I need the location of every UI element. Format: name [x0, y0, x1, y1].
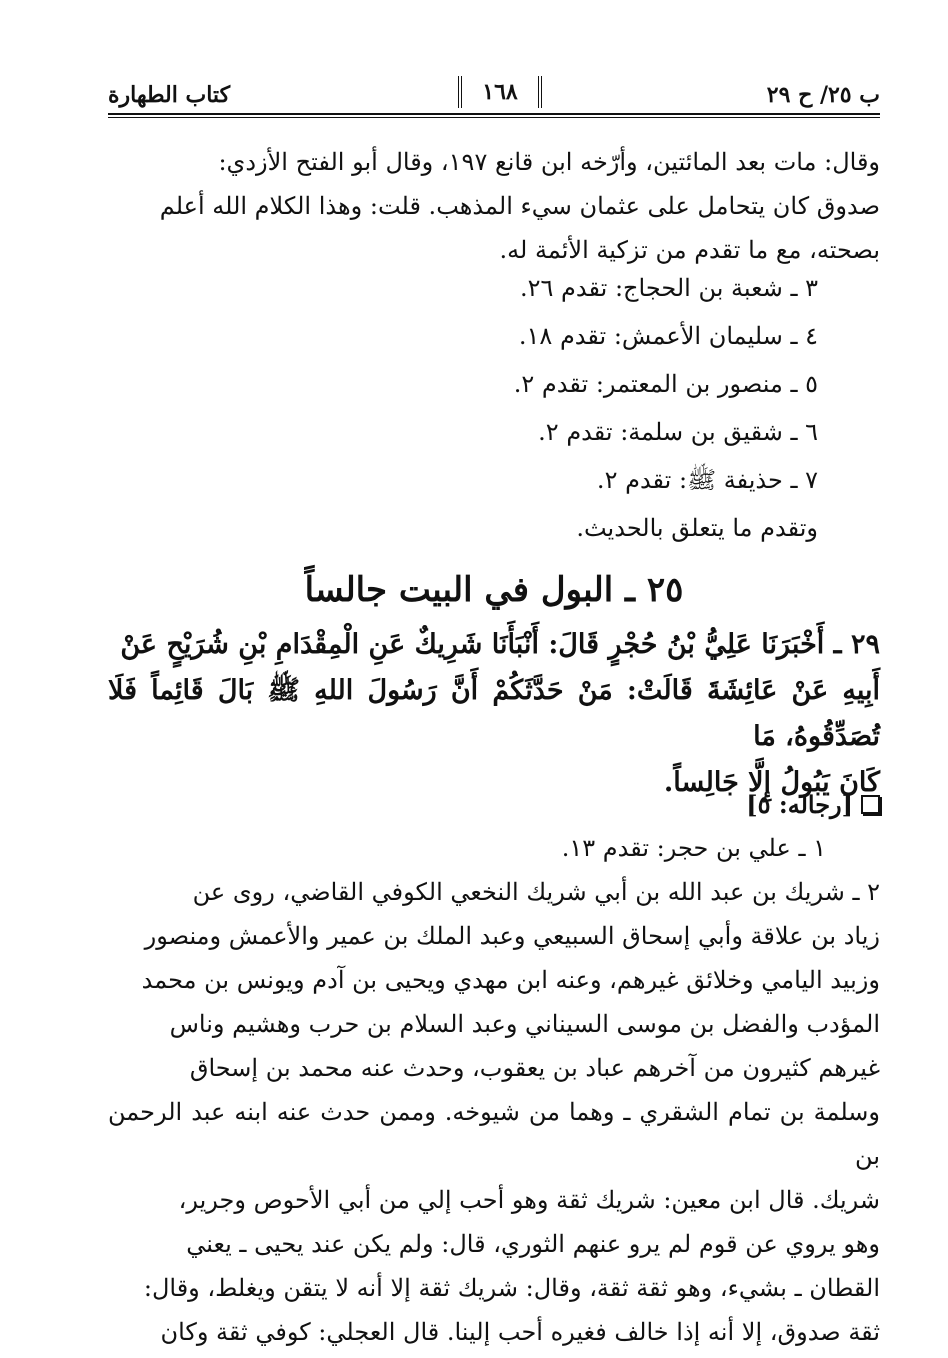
text-line: المؤدب والفضل بن موسى السيناني وعبد السلام بن حرب وهشيم وناس — [169, 1010, 880, 1038]
rijal-paragraph — [108, 826, 880, 1354]
text-line: ١ ـ علي بن حجر: تقدم ١٣. — [561, 834, 826, 862]
list-item: ٦ ـ شقيق بن سلمة: تقدم ٢. — [538, 418, 818, 446]
chapter-reference: ب ٢٥/ ح ٢٩ — [766, 82, 880, 108]
page-header — [108, 72, 880, 116]
text-line: وزبيد اليامي وخلائق غيرهم، وعنه ابن مهدي ويحيى بن آدم ويونس بن محمد — [141, 966, 880, 994]
text-line: وسلمة بن تمام الشقري ـ وهما من شيوخه. وممن حدث عنه ابنه عبد الرحمن بن — [108, 1098, 880, 1170]
header-rule-thin — [108, 117, 880, 118]
list-item: ٧ ـ حذيفة ﷺ: تقدم ٢. — [596, 466, 818, 494]
header-rule — [108, 113, 880, 115]
text-line: ثقة صدوق، إلا أنه إذا خالف فغيره أحب إلينا. قال العجلي: كوفي ثقة وكان — [160, 1318, 880, 1346]
hadith-line: كَانَ يَبُولُ إِلَّا جَالِساً. — [663, 767, 880, 798]
text-line: وقال: مات بعد المائتين، وأرّخه ابن قانع ١٩٧، وقال أبو الفتح الأزدي: — [218, 148, 880, 176]
square-bullet-icon — [861, 795, 880, 814]
text-line: شريك. قال ابن معين: شريك ثقة وهو أحب إلي من أبي الأحوص وجرير، — [178, 1186, 880, 1214]
hadith-line: ٢٩ ـ أَخْبَرَنَا عَلِيُّ بْنُ حُجْرٍ قَالَ: أَنْبَأَنَا شَرِيكٌ عَنِ الْمِقْدَامِ بْنِ شُرَيْحٍ عَنْ — [120, 629, 880, 660]
text-line: غيرهم كثيرون من آخرهم عباد بن يعقوب، وحدث عنه محمد بن إسحاق — [189, 1054, 880, 1082]
text-line: وهو يروي عن قوم لم يرو عنهم الثوري، قال: ولم يكن عند يحيى ـ يعني — [186, 1230, 880, 1258]
narrators-list — [514, 264, 818, 552]
intro-paragraph — [108, 140, 880, 272]
list-item: وتقدم ما يتعلق بالحديث. — [576, 514, 818, 542]
list-item: ٣ ـ شعبة بن الحجاج: تقدم ٢٦. — [520, 274, 818, 302]
list-item: ٥ ـ منصور بن المعتمر: تقدم ٢. — [513, 370, 818, 398]
chapter-title: ٢٥ ـ البول في البيت جالساً — [304, 570, 684, 610]
hadith-line: أَبِيهِ عَنْ عَائِشَةَ قَالَتْ: مَنْ حَدَّثَكُمْ أَنَّ رَسُولَ اللهِ ﷺ بَالَ قَائِماً فَلَا تُصَدِّقُوهُ، مَا — [108, 675, 880, 752]
list-item: ٤ ـ سليمان الأعمش: تقدم ١٨. — [518, 322, 818, 350]
text-line: القطان ـ بشيء، وهو ثقة ثقة، وقال: شريك ثقة إلا أنه لا يتقن ويغلط، وقال: — [143, 1274, 880, 1302]
book-title: كتاب الطهارة — [108, 82, 231, 108]
text-line: ٢ ـ شريك بن عبد الله بن أبي شريك النخعي الكوفي القاضي، روى عن — [192, 878, 880, 906]
text-line: زياد بن علاقة وأبي إسحاق السبيعي وعبد الملك بن عمير والأعمش ومنصور — [144, 922, 880, 950]
text-line: بصحته، مع ما تقدم من تزكية الأئمة له. — [499, 236, 880, 264]
page-number: ١٦٨ — [458, 76, 542, 108]
section-heading — [746, 790, 880, 819]
section-heading-text: [رجاله: ٥] — [746, 790, 853, 819]
page-number-frame — [446, 72, 546, 112]
hadith-text — [108, 622, 880, 806]
text-line: صدوق كان يتحامل على عثمان سيء المذهب. قلت: وهذا الكلام الله أعلم — [159, 192, 880, 220]
